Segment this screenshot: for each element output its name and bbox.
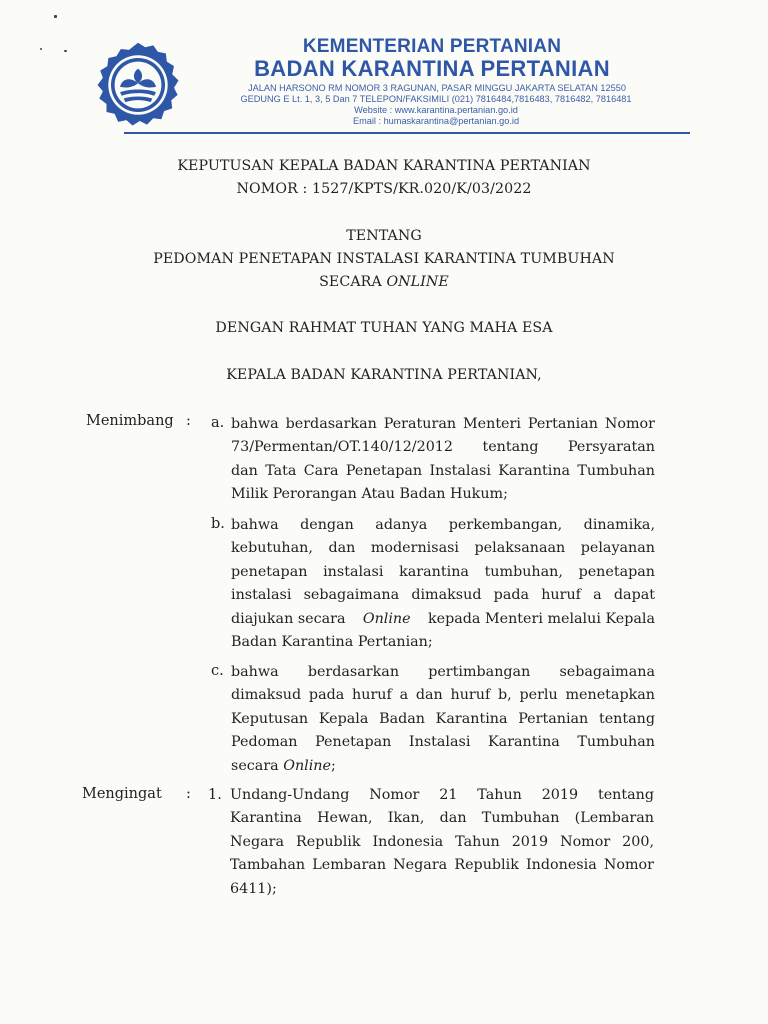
blessing-line: DENGAN RAHMAT TUHAN YANG MAHA ESA	[215, 320, 553, 336]
text-line: bahwa berdasarkan Peraturan Menteri Pertanian Nomor	[231, 416, 655, 432]
decree-title: KEPUTUSAN KEPALA BADAN KARANTINA PERTANIAN	[177, 158, 591, 174]
menimbang-label: Menimbang	[86, 413, 174, 429]
text-fragment: diajukan secara	[231, 610, 346, 627]
text-line: Undang-Undang Nomor 21 Tahun 2019 tentang	[230, 787, 654, 803]
mengingat-colon: :	[186, 786, 191, 802]
text-line: Badan Karantina Pertanian;	[231, 634, 433, 651]
mengingat-label: Mengingat	[82, 786, 162, 802]
ministry-name: KEMENTERIAN PERTANIAN	[302, 36, 562, 57]
text-fragment-italic: Online	[283, 757, 331, 774]
ministry-emblem-icon	[93, 40, 183, 130]
menimbang-item-c-mark: c.	[211, 663, 224, 679]
decree-about: TENTANG	[346, 228, 422, 244]
decree-number: NOMOR : 1527/KPTS/KR.020/K/03/2022	[236, 181, 532, 197]
text-line: instalasi sebagaimana dimaksud pada huruf a dapat	[231, 587, 655, 604]
address-line-2: GEDUNG E Lt. 1, 3, 5 Dan 7 TELEPON/FAKSIMILI (021) 7816484,7816483, 7816482, 7816481	[240, 94, 632, 104]
menimbang-item-b	[231, 514, 655, 654]
subject-word-secara: SECARA	[319, 274, 382, 290]
text-line: kebutuhan, dan modernisasi pelaksanaan pelayanan	[231, 540, 655, 557]
text-line: Keputusan Kepala Badan Karantina Pertanian tentang	[231, 710, 655, 727]
issuer-line: KEPALA BADAN KARANTINA PERTANIAN,	[226, 367, 542, 383]
menimbang-item-b-mark: b.	[211, 516, 225, 532]
text-fragment: ;	[330, 757, 336, 774]
text-fragment: kepada Menteri melalui Kepala	[427, 610, 655, 627]
menimbang-item-a-mark: a.	[211, 415, 225, 431]
text-line: dan Tata Cara Penetapan Instalasi Karantina Tumbuhan	[231, 462, 655, 479]
text-line: Pedoman Penetapan Instalasi Karantina Tumbuhan	[231, 734, 655, 751]
subject-word-online: ONLINE	[386, 274, 449, 290]
text-line: Tambahan Lembaran Negara Republik Indonesia Nomor	[230, 857, 654, 874]
email-line: Email : humaskarantina@pertanian.go.id	[352, 116, 520, 126]
text-line	[231, 608, 655, 631]
text-line	[231, 755, 655, 778]
menimbang-item-a	[231, 413, 655, 507]
decree-subject-line-1: PEDOMAN PENETAPAN INSTALASI KARANTINA TUMBUHAN	[153, 251, 615, 267]
mengingat-item-1-mark: 1.	[208, 787, 222, 803]
letterhead	[0, 0, 768, 140]
letterhead-rule	[124, 132, 690, 134]
text-line: 6411);	[230, 880, 277, 897]
menimbang-colon: :	[186, 413, 191, 429]
text-line: bahwa berdasarkan pertimbangan sebagaimana	[231, 664, 655, 680]
text-fragment-italic: Online	[362, 610, 411, 627]
text-line: penetapan instalasi karantina tumbuhan, penetapan	[231, 563, 655, 580]
agency-name: BADAN KARANTINA PERTANIAN	[254, 56, 610, 81]
text-line: Negara Republik Indonesia Tahun 2019 Nomor 200,	[230, 833, 654, 850]
text-line: Milik Perorangan Atau Badan Hukum;	[231, 486, 508, 503]
address-line-1: JALAN HARSONO RM NOMOR 3 RAGUNAN, PASAR MINGGU JAKARTA SELATAN 12550	[248, 83, 626, 93]
text-line: Karantina Hewan, Ikan, dan Tumbuhan (Lembaran	[230, 810, 654, 827]
decree-subject-line-2	[0, 274, 768, 290]
menimbang-item-c	[231, 661, 655, 778]
website-line: Website : www.karantina.pertanian.go.id	[354, 105, 518, 115]
text-line: bahwa dengan adanya perkembangan, dinamika,	[231, 517, 655, 533]
text-line: 73/Permentan/OT.140/12/2012 tentang Persyaratan	[231, 439, 655, 456]
text-fragment: secara	[231, 757, 279, 774]
mengingat-item-1	[230, 784, 654, 901]
text-line: dimaksud pada huruf a dan huruf b, perlu menetapkan	[231, 687, 655, 704]
